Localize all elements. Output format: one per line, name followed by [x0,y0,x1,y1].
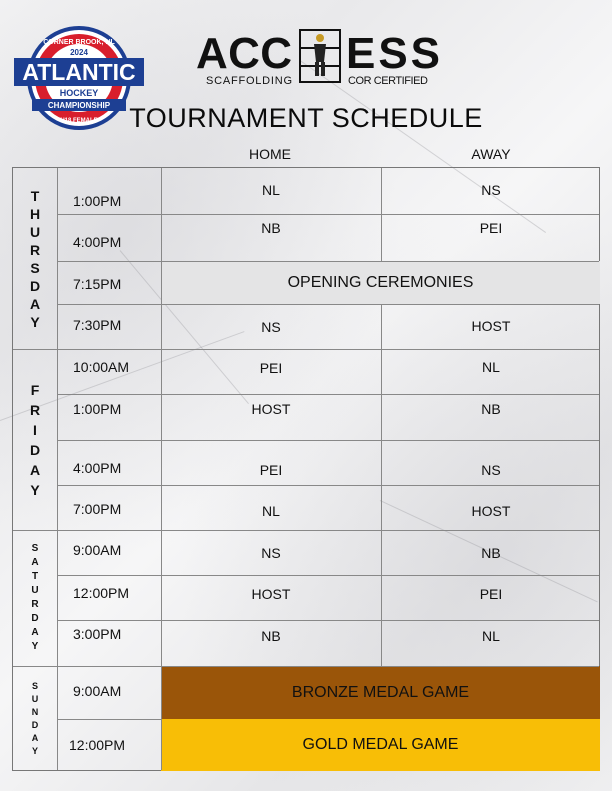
game-time: 9:00AM [73,683,122,699]
home-team: HOST [251,401,291,417]
logo-main-text: ATLANTIC [22,59,136,85]
away-team: NS [481,182,501,198]
game-time: 4:00PM [73,460,122,476]
home-column-header: HOME [249,146,291,162]
away-team: NB [481,401,501,417]
game-time: 10:00AM [73,359,130,375]
logo-top-text: CORNER BROOK, NL [43,39,115,46]
home-team: NB [261,220,281,236]
home-team: PEI [259,360,283,376]
scaffold-worker-icon [300,30,340,82]
sponsor-right-text: ESS [346,29,440,78]
day-friday: F R I D A Y [29,381,41,498]
home-team: HOST [251,586,291,602]
game-time: 4:00PM [73,234,122,250]
day-saturday: S A T U R D A Y [31,543,39,652]
sponsor-sub-left: SCAFFOLDING [206,75,292,87]
opening-ceremonies-band [161,261,600,304]
away-column-header: AWAY [471,146,511,162]
away-team: NB [481,545,501,561]
home-team: NL [262,182,280,198]
access-scaffolding-logo [196,28,442,90]
sponsor-left-text: ACC [196,29,292,78]
page-title: TOURNAMENT SCHEDULE [129,103,483,133]
day-thursday: T H U R S D A Y [29,187,41,330]
home-team: NL [262,503,280,519]
home-team: PEI [259,462,283,478]
away-team: HOST [471,318,511,334]
game-time: 9:00AM [73,542,122,558]
game-time: 1:00PM [73,193,122,209]
game-time: 7:00PM [73,501,122,517]
logo-year: 2024 [70,48,88,57]
logo-line3: CHAMPIONSHIP [47,101,111,110]
bronze-medal-band [161,666,600,719]
home-team: NS [261,545,281,561]
away-team: NL [482,628,500,644]
gold-medal-band [161,719,600,771]
bronze-medal-label: BRONZE MEDAL GAME [291,683,470,701]
away-team: NL [482,359,500,375]
game-time: 7:15PM [73,276,122,292]
away-team: NS [481,462,501,478]
gold-medal-label: GOLD MEDAL GAME [302,736,459,753]
day-sunday: S U N D A Y [31,680,39,756]
away-team: HOST [471,503,511,519]
game-time: 12:00PM [73,585,130,601]
game-time: 3:00PM [73,626,122,642]
away-team: PEI [479,220,503,236]
home-team: NS [261,319,281,335]
home-team: NB [261,628,281,644]
logo-bottom-text: U18 FEMALE [60,118,98,124]
game-time: 7:30PM [73,317,122,333]
away-team: PEI [479,586,503,602]
game-time: 12:00PM [69,737,126,753]
sponsor-sub-right: COR CERTIFIED [348,75,428,87]
opening-ceremonies-label: OPENING CEREMONIES [287,273,474,291]
schedule-table [12,167,600,771]
logo-line2: HOCKEY [59,88,99,98]
game-time: 1:00PM [73,401,122,417]
